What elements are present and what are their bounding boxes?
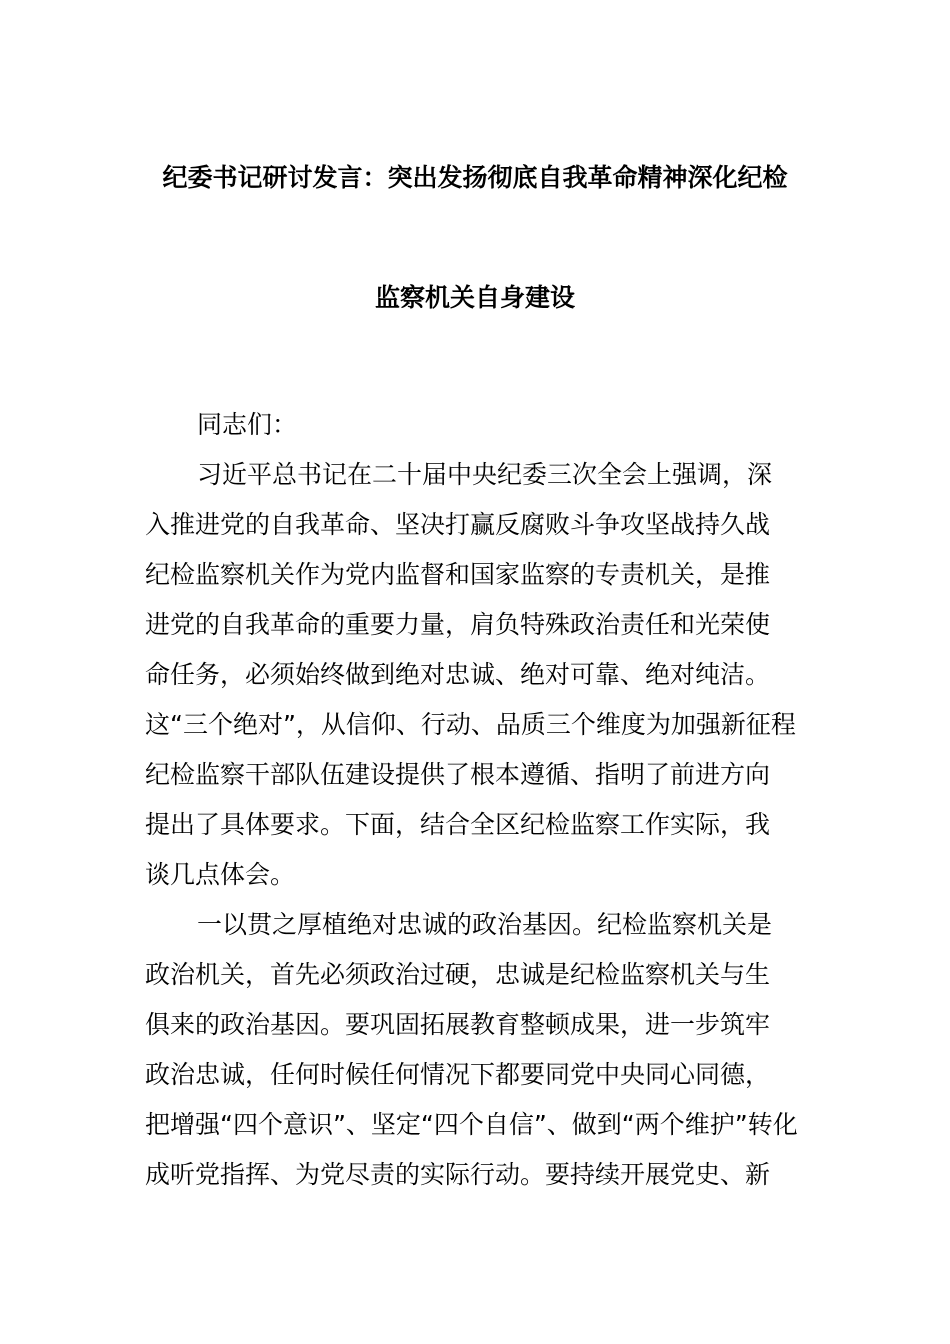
document-title-line-2: 监察机关自身建设 (374, 283, 575, 312)
body-line: 纪检监察机关作为党内监督和国家监察的专责机关，是推 (145, 560, 771, 589)
body-line: 这“三个绝对”，从信仰、行动、品质三个维度为加强新征程 (145, 710, 796, 739)
body-line: 纪检监察干部队伍建设提供了根本遵循、指明了前进方向 (145, 760, 771, 789)
body-line: 谈几点体会。 (145, 860, 296, 889)
body-line: 政治忠诚，任何时候任何情况下都要同党中央同心同德， (145, 1060, 771, 1089)
salutation-line: 同志们： (197, 410, 298, 439)
body-line: 习近平总书记在二十届中央纪委三次全会上强调，深 (197, 460, 773, 489)
document-title-line-1: 纪委书记研讨发言：突出发扬彻底自我革命精神深化纪检 (162, 163, 788, 192)
body-line: 提出了具体要求。下面，结合全区纪检监察工作实际，我 (145, 810, 771, 839)
document-body (145, 400, 815, 1200)
body-line: 命任务，必须始终做到绝对忠诚、绝对可靠、绝对纯洁。 (145, 660, 771, 689)
body-line: 把增强“四个意识”、坚定“四个自信”、做到“两个维护”转化 (145, 1110, 798, 1139)
body-line: 一以贯之厚植绝对忠诚的政治基因。纪检监察机关是 (197, 910, 773, 939)
body-line: 政治机关，首先必须政治过硬，忠诚是纪检监察机关与生 (145, 960, 771, 989)
body-line: 成听党指挥、为党尽责的实际行动。要持续开展党史、新 (145, 1160, 771, 1189)
body-line: 俱来的政治基因。要巩固拓展教育整顿成果，进一步筑牢 (145, 1010, 771, 1039)
body-line: 进党的自我革命的重要力量，肩负特殊政治责任和光荣使 (145, 610, 771, 639)
body-line: 入推进党的自我革命、坚决打赢反腐败斗争攻坚战持久战 (145, 510, 771, 539)
